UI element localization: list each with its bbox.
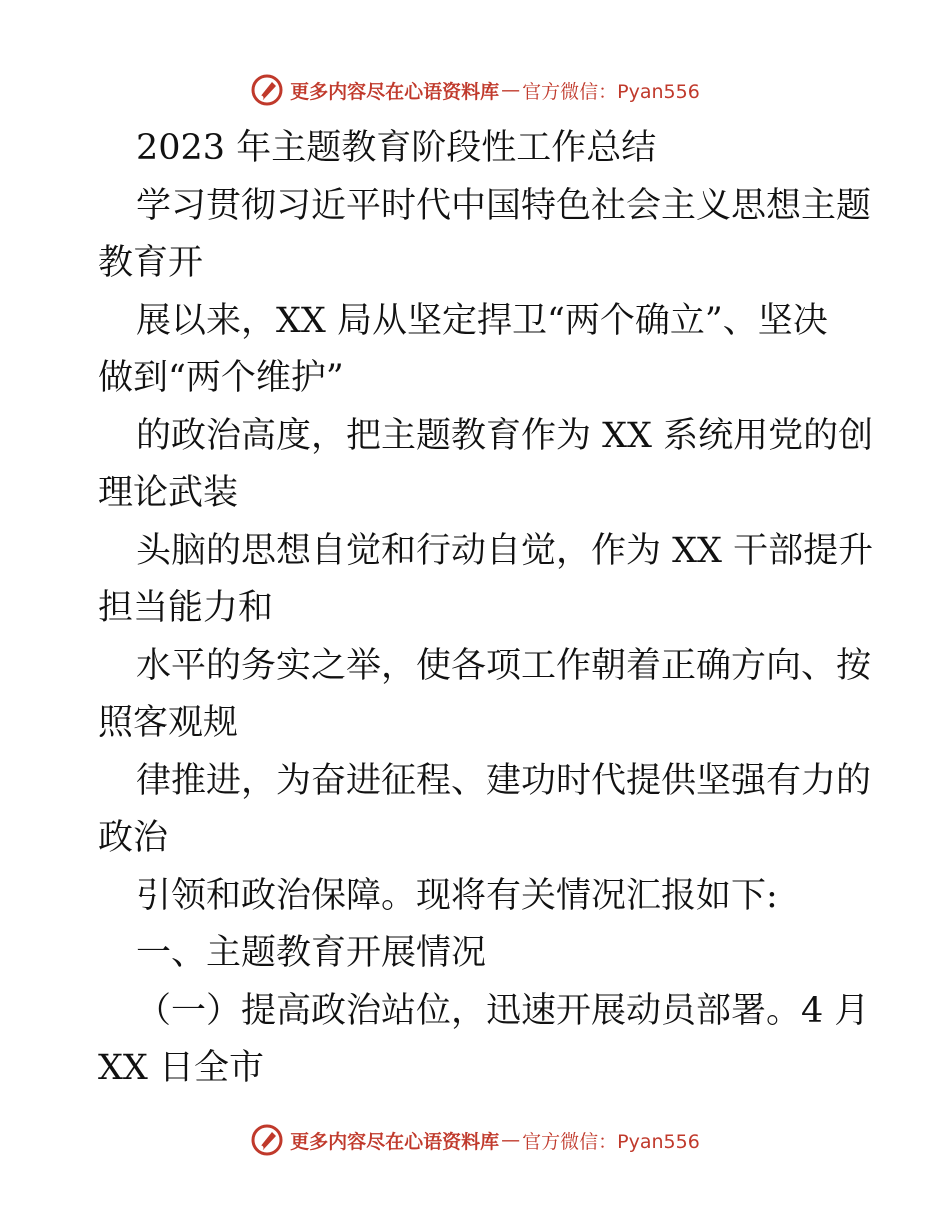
body-line: 理论武装 (98, 473, 239, 513)
body-line: 头脑的思想自觉和行动自觉，作为 XX 干部提升 (136, 530, 874, 571)
banner-main-text: 更多内容尽在心语资料库 (290, 80, 500, 103)
body-line: 展以来，XX 局从坚定捍卫“两个确立”、坚决 (136, 300, 828, 341)
document-title: 2023 年主题教育阶段性工作总结 (136, 128, 657, 168)
section-heading: 一、主题教育开展情况 (136, 933, 487, 973)
footer-watermark-banner (0, 1120, 950, 1160)
pen-nib-logo-icon (250, 73, 284, 107)
body-line: 教育开 (98, 243, 204, 283)
body-line: 照客观规 (98, 703, 239, 743)
subsection-heading: （一）提高政治站位，迅速开展动员部署。4 月 (136, 990, 870, 1031)
banner-wechat-text: 官方微信：Pyan556 (522, 80, 700, 103)
header-watermark-banner (0, 70, 950, 110)
pen-nib-logo-icon (250, 1123, 284, 1157)
banner-main-text: 更多内容尽在心语资料库 (290, 1130, 500, 1153)
body-line: 政治 (98, 818, 169, 858)
body-line: 律推进，为奋进征程、建功时代提供坚强有力的 (136, 760, 872, 801)
body-line: 担当能力和 (98, 588, 274, 628)
body-line: 引领和政治保障。现将有关情况汇报如下: (136, 875, 778, 916)
banner-dash: — (501, 1129, 521, 1151)
banner-dash: — (501, 79, 521, 101)
document-body (98, 120, 874, 1098)
banner-wechat-text: 官方微信：Pyan556 (522, 1130, 700, 1153)
body-line: XX 日全市 (98, 1048, 264, 1088)
body-line: 的政治高度，把主题教育作为 XX 系统用党的创 (136, 415, 874, 456)
body-line: 学习贯彻习近平时代中国特色社会主义思想主题 (136, 185, 872, 226)
body-line: 水平的务实之举，使各项工作朝着正确方向、按 (136, 645, 872, 686)
body-line: 做到“两个维护” (98, 358, 344, 398)
